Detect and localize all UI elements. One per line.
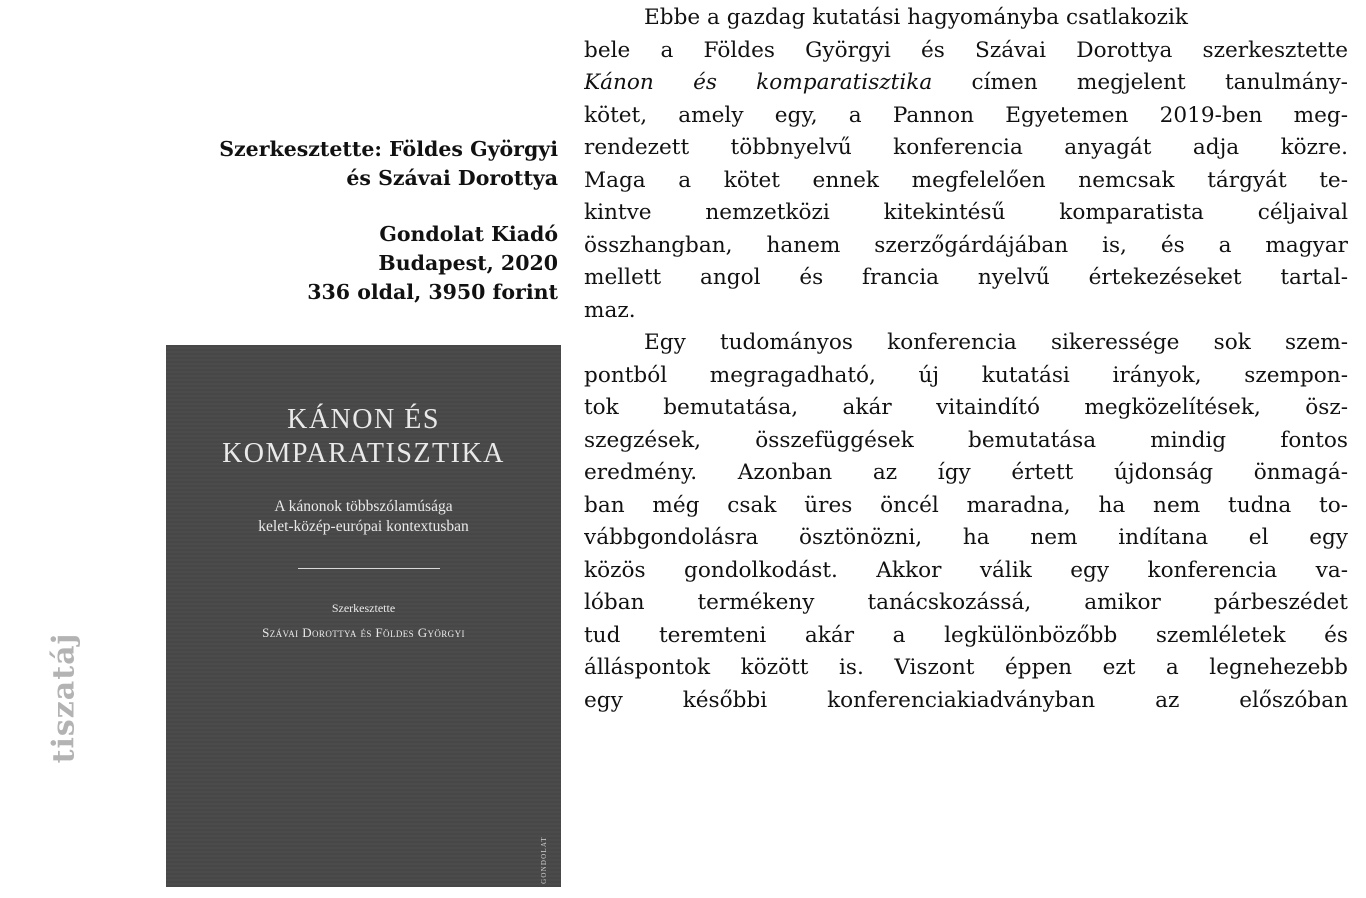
cover-subtitle-line-2: kelet-közép-európai kontextusban	[258, 518, 469, 535]
text-line: rendezett többnyelvű konferencia anyagát adja közre.	[584, 135, 1348, 160]
journal-side-label	[34, 598, 94, 798]
cover-publisher-spine	[538, 835, 550, 885]
text-line: eredmény. Azonban az így értett újdonság önmagá-	[584, 460, 1348, 485]
spacer	[219, 193, 558, 220]
cover-publisher-text: GONDOLAT	[540, 836, 548, 884]
cover-edited-by: Szerkesztette	[331, 601, 396, 615]
text-line: Ebbe a gazdag kutatási hagyományba csatlakozik	[644, 5, 1188, 30]
book-cover	[166, 345, 561, 887]
cover-divider	[298, 568, 440, 569]
paragraph-1	[584, 2, 1348, 327]
text-line: közös gondolkodást. Akkor válik egy konferencia va-	[584, 557, 1348, 583]
text-line	[584, 67, 1348, 100]
text-line: mellett angol és francia nyelvű értekezéseket tartal-	[584, 265, 1348, 290]
text-line: lóban termékeny tanácskozássá, amikor párbeszédet	[584, 590, 1348, 615]
editors-line-2: és Szávai Dorottya	[346, 166, 558, 190]
cover-title-line-2: KOMPARATISZTIKA	[222, 438, 505, 469]
publisher: Gondolat Kiadó	[379, 222, 558, 246]
text-line: pontból megragadható, új kutatási irányok, szempon-	[584, 362, 1348, 388]
text-line: ban még csak üres öncél maradna, ha nem tudna to-	[584, 492, 1348, 518]
journal-name: tiszatáj	[46, 632, 82, 764]
text-fragment: címen megjelent tanulmány-	[971, 70, 1348, 95]
pages-price: 336 oldal, 3950 forint	[307, 280, 558, 304]
place-year: Budapest, 2020	[378, 251, 558, 275]
text-line: Egy tudományos konferencia sikeressége sok szem-	[644, 330, 1348, 355]
text-line: maz.	[584, 297, 636, 323]
book-title: Kánon és komparatisztika	[584, 70, 933, 95]
text-line: kötet, amely egy, a Pannon Egyetemen 2019-ben meg-	[584, 102, 1348, 128]
text-line: összhangban, hanem szerzőgárdájában is, és a magyar	[584, 232, 1348, 258]
text-line: álláspontok között is. Viszont éppen ezt a legnehezebb	[584, 655, 1348, 680]
text-line: kintve nemzetközi kitekintésű komparatista céljaival	[584, 200, 1348, 225]
cover-subtitle-line-1: A kánonok többszólamúsága	[274, 498, 453, 515]
text-line: bele a Földes Györgyi és Szávai Dorottya szerkesztette	[584, 37, 1348, 63]
book-metadata	[219, 135, 558, 307]
text-line: egy későbbi konferenciakiadványban az előszóban	[584, 687, 1348, 713]
cover-editors: Szávai Dorottya és Földes Györgyi	[262, 625, 465, 640]
article-body	[584, 2, 1348, 717]
text-line: tok bemutatása, akár vitaindító megközelítések, ösz-	[584, 395, 1348, 420]
cover-title-line-1: KÁNON ÉS	[287, 404, 440, 435]
text-line: szegzések, összefüggések bemutatása mindig fontos	[584, 427, 1348, 453]
editors-line-1: Szerkesztette: Földes Györgyi	[219, 137, 558, 161]
text-line: tud teremteni akár a legkülönbözőbb szemléletek és	[584, 622, 1348, 648]
paragraph-2	[584, 327, 1348, 717]
text-line: Maga a kötet ennek megfelelően nemcsak tárgyát te-	[584, 167, 1348, 193]
text-line: vábbgondolásra ösztönözni, ha nem indítana el egy	[584, 525, 1348, 550]
